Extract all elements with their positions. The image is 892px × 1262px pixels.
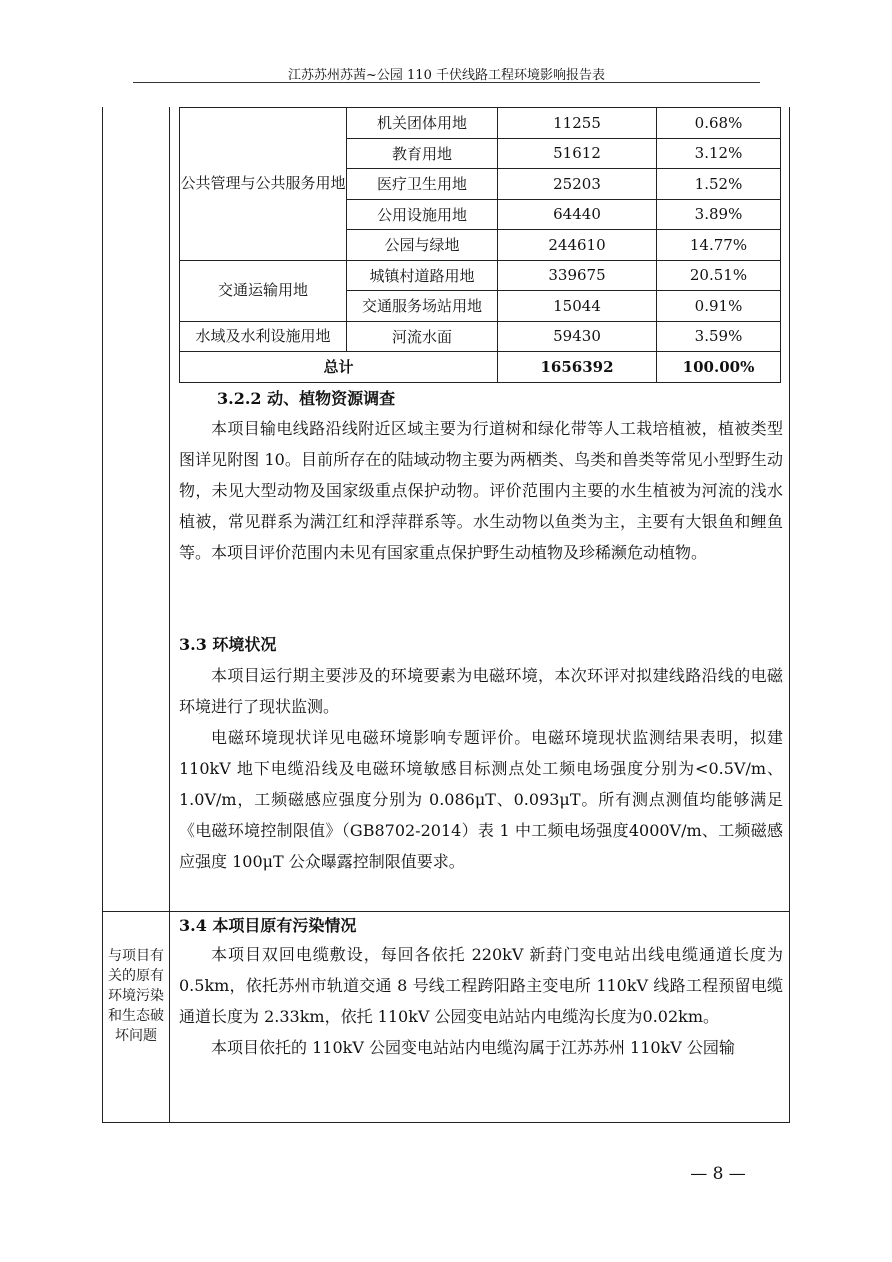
ratio-cell: 0.91% [657, 291, 781, 322]
total-ratio: 100.00% [657, 352, 781, 383]
total-area: 1656392 [498, 352, 657, 383]
header-rule [133, 82, 760, 83]
row-divider [102, 911, 790, 912]
total-row [180, 352, 781, 383]
paragraph: 电磁环境现状详见电磁环境影响专题评价。电磁环境现状监测结果表明，拟建 110kV 地下电缆沿线及电磁环境敏感目标测点处工频电场强度分别为<0.5V/m、1.0V/m，工频磁感应强度分别为 0.086μT、0.093μT。所有测点测值均能够满足《电磁环境控制限值》（GB8702-2014）表 1 中工频电场强度4000V/m、工频磁感应强度 100μT 公众曝露控制限值要求。 [179, 728, 783, 871]
ratio-cell: 20.51% [657, 260, 781, 291]
land-type-cell: 医疗卫生用地 [347, 169, 498, 200]
area-cell: 244610 [498, 230, 657, 261]
ratio-cell: 1.52% [657, 169, 781, 200]
ratio-cell: 3.12% [657, 138, 781, 169]
ratio-cell: 3.89% [657, 199, 781, 230]
page-number: — 8 — [690, 1164, 746, 1184]
ratio-cell: 0.68% [657, 108, 781, 139]
table-row [180, 260, 781, 291]
area-cell: 64440 [498, 199, 657, 230]
paragraph: 本项目依托的 110kV 公园变电站站内电缆沟属于江苏苏州 110kV 公园输 [211, 1038, 735, 1057]
land-type-cell: 河流水面 [347, 321, 498, 352]
area-cell: 15044 [498, 291, 657, 322]
land-type-cell: 机关团体用地 [347, 108, 498, 139]
section-heading: 3.4 本项目原有污染情况 [179, 916, 357, 935]
section-3-2-2 [179, 385, 783, 568]
section-3-4 [179, 913, 783, 1063]
category-cell: 交通运输用地 [180, 260, 347, 321]
area-cell: 11255 [498, 108, 657, 139]
table-row [180, 321, 781, 352]
page-header: 江苏苏州苏茜~公园 110 千伏线路工程环境影响报告表 [288, 68, 605, 83]
paragraph: 本项目运行期主要涉及的环境要素为电磁环境，本次环评对拟建线路沿线的电磁环境进行了现状监测。 [179, 666, 783, 716]
category-cell: 公共管理与公共服务用地 [180, 108, 347, 261]
section-heading: 3.2.2 动、植物资源调查 [217, 389, 396, 408]
paragraph: 本项目输电线路沿线附近区域主要为行道树和绿化带等人工栽培植被，植被类型图详见附图 10。目前所存在的陆域动物主要为两栖类、鸟类和兽类等常见小型野生动物，未见大型动物及国家级重点保护动物。评价范围内主要的水生植被为河流的浅水植被，常见群系为满江红和浮萍群系等。水生动物以鱼类为主，主要有大银鱼和鲤鱼等。本项目评价范围内未见有国家重点保护野生动植物及珍稀濒危动植物。 [179, 419, 783, 562]
section-heading: 3.3 环境状况 [179, 635, 277, 654]
ratio-cell: 14.77% [657, 230, 781, 261]
land-type-cell: 城镇村道路用地 [347, 260, 498, 291]
area-cell: 25203 [498, 169, 657, 200]
land-type-cell: 交通服务场站用地 [347, 291, 498, 322]
total-label: 总计 [180, 352, 498, 383]
land-type-cell: 教育用地 [347, 138, 498, 169]
row-label-existing-pollution: 与项目有关的原有环境污染和生态破坏问题 [108, 948, 164, 1044]
area-cell: 51612 [498, 138, 657, 169]
area-cell: 339675 [498, 260, 657, 291]
column-divider [169, 107, 170, 1123]
land-type-cell: 公园与绿地 [347, 230, 498, 261]
area-cell: 59430 [498, 321, 657, 352]
ratio-cell: 3.59% [657, 321, 781, 352]
land-type-cell: 公用设施用地 [347, 199, 498, 230]
category-cell: 水域及水利设施用地 [180, 321, 347, 352]
paragraph: 本项目双回电缆敷设，每回各依托 220kV 新葑门变电站出线电缆通道长度为 0.5km，依托苏州市轨道交通 8 号线工程跨阳路主变电所 110kV 线路工程预留电缆通道长度为 2.33km，依托 110kV 公园变电站站内电缆沟长度为0.02km。 [179, 945, 783, 1026]
section-3-3 [179, 630, 783, 877]
table-row [180, 108, 781, 139]
land-use-table [179, 107, 781, 383]
